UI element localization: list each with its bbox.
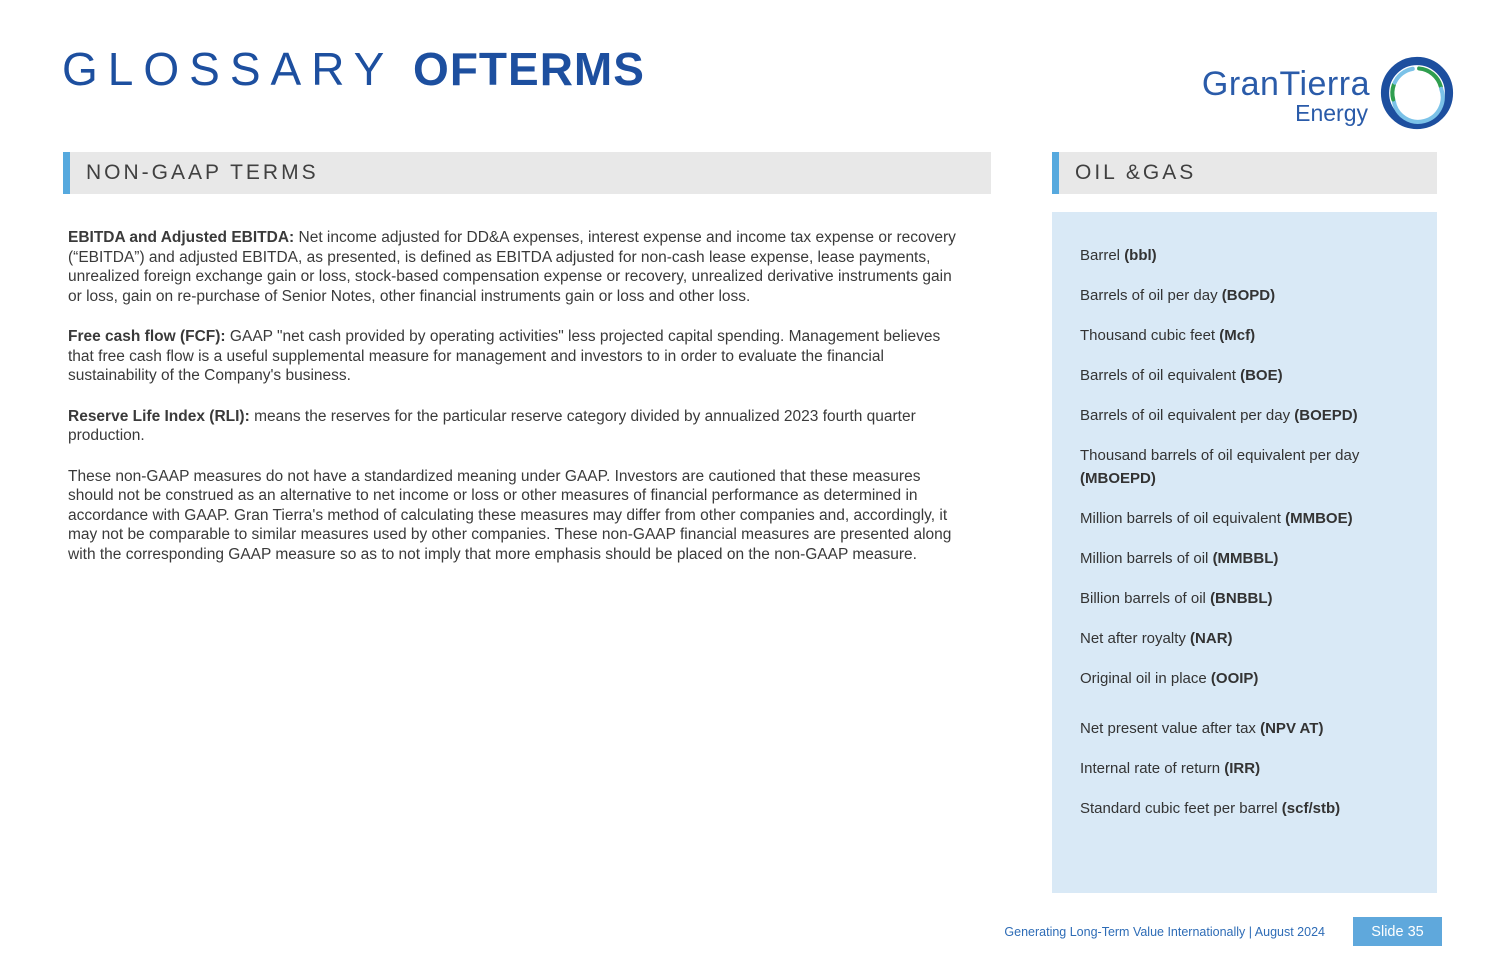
paragraph-fcf [68, 327, 966, 386]
list-item-bnbbl [1080, 587, 1411, 610]
term-abbr: (OOIP) [1210, 670, 1259, 687]
term-abbr: (MMBOE) [1285, 510, 1353, 527]
non-gaap-terms-body [68, 228, 966, 585]
term-abbr: (Mcf) [1219, 327, 1256, 344]
term-label: Barrels of oil equivalent per day [1080, 407, 1291, 424]
non-gaap-terms-header-label: NON-GAAP TERMS [86, 161, 319, 184]
term-abbr: (NAR) [1190, 630, 1233, 647]
term-label: Barrels of oil equivalent [1080, 367, 1236, 384]
term-abbr: (BOEPD) [1294, 407, 1358, 424]
term-label: Barrels of oil per day [1080, 287, 1218, 304]
term-abbr: (scf/stb) [1281, 800, 1341, 817]
term-label: Million barrels of oil [1080, 550, 1209, 567]
term-abbr: (BOPD) [1221, 287, 1276, 304]
list-item-nar [1080, 627, 1411, 650]
term-abbr: (bbl) [1124, 247, 1157, 264]
oil-gas-header-label: OIL &GAS [1075, 161, 1197, 184]
term-label: Standard cubic feet per barrel [1080, 800, 1278, 817]
term-label: Net after royalty [1080, 630, 1186, 647]
company-subname: Energy [1295, 99, 1368, 126]
term-label: Million barrels of oil equivalent [1080, 510, 1281, 527]
list-item-bbl [1080, 244, 1411, 267]
term-label: Original oil in place [1080, 670, 1207, 687]
oil-gas-header [1052, 152, 1437, 194]
paragraph-ebitda [68, 228, 966, 306]
company-logo [1202, 52, 1458, 139]
footer-tagline: Generating Long-Term Value Internationally | August 2024 [1004, 925, 1325, 939]
term-abbr: (BOE) [1240, 367, 1283, 384]
term-abbr: (MMBBL) [1212, 550, 1279, 567]
list-item-bopd [1080, 284, 1411, 307]
term-label: Billion barrels of oil [1080, 590, 1206, 607]
list-item-boe [1080, 364, 1411, 387]
list-item-mboepd [1080, 444, 1411, 490]
paragraph-fcf-text: GAAP "net cash provided by operating activities" less projected capital spending. Management believes that free cash flow is a useful supplemental measure for management and investors to in order to evaluate the financial sustainability of the Company's business. [68, 328, 941, 384]
list-item-ooip [1080, 667, 1411, 690]
list-item-scf-stb [1080, 797, 1411, 820]
list-item-mmboe [1080, 507, 1411, 530]
list-item-npv-at [1080, 717, 1411, 740]
term-label: Barrel [1080, 247, 1121, 264]
non-gaap-terms-header [63, 152, 991, 194]
term-abbr: (BNBBL) [1210, 590, 1273, 607]
slide-number-badge: Slide 35 [1353, 917, 1442, 946]
list-item-boepd [1080, 404, 1411, 427]
paragraph-disclaimer [68, 467, 966, 565]
company-logo-text [1202, 65, 1370, 127]
paragraph-fcf-lead: Free cash flow (FCF): [68, 328, 226, 345]
company-logo-swirl-icon [1376, 52, 1458, 139]
paragraph-rli [68, 407, 966, 446]
page-title-bold: OFTERMS [413, 43, 645, 95]
term-label: Thousand cubic feet [1080, 327, 1216, 344]
oil-gas-panel [1052, 212, 1437, 893]
list-item-irr [1080, 757, 1411, 780]
list-item-mcf [1080, 324, 1411, 347]
term-abbr: (MBOEPD) [1080, 470, 1156, 487]
company-name: GranTierra [1201, 64, 1370, 103]
page-title-light: GLOSSARY [62, 43, 395, 95]
term-label: Net present value after tax [1080, 720, 1256, 737]
paragraph-ebitda-text: Net income adjusted for DD&A expenses, interest expense and income tax expense or recovery (“EBITDA”) and adjusted EBITDA, as presented, is defined as EBITDA adjusted for non-cash lease expense, lease payments, unrealized foreign exchange gain or loss, stock-based compensation expense or recovery, unrealized derivative instruments gain or loss, gain on re-purchase of Senior Notes, other financial instruments gain or loss and other loss. [68, 229, 956, 305]
term-label: Thousand barrels of oil equivalent per day [1080, 447, 1360, 464]
term-abbr: (IRR) [1224, 760, 1261, 777]
paragraph-rli-text: means the reserves for the particular reserve category divided by annualized 2023 fourth quarter production. [68, 407, 916, 444]
paragraph-rli-lead: Reserve Life Index (RLI): [68, 407, 250, 425]
term-abbr: (NPV AT) [1260, 720, 1324, 737]
list-item-mmbbl [1080, 547, 1411, 570]
page-title [62, 42, 645, 96]
term-label: Internal rate of return [1080, 760, 1221, 777]
paragraph-disclaimer-text: These non-GAAP measures do not have a standardized meaning under GAAP. Investors are cautioned that these measures should not be construed as an alternative to net income or loss or other measures of financial performance as determined in accordance with GAAP. Gran Tierra's method of calculating these measures may differ from other companies and, accordingly, it may not be comparable to similar measures used by other companies. These non-GAAP financial measures are presented along with the corresponding GAAP measure so as to not imply that more emphasis should be placed on the non-GAAP measure. [68, 467, 952, 563]
paragraph-ebitda-lead: EBITDA and Adjusted EBITDA: [68, 229, 295, 246]
